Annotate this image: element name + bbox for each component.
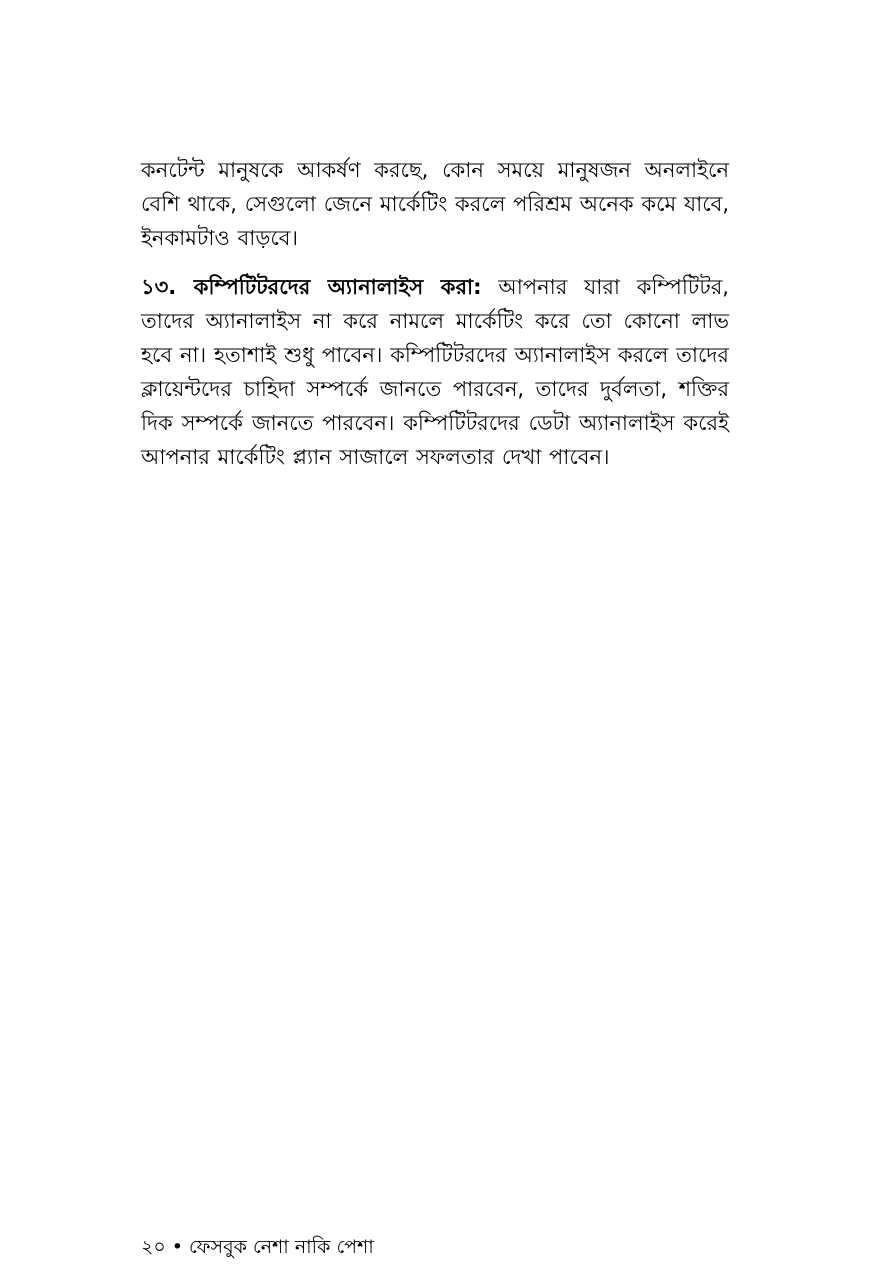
paragraph-1-text: কনটেন্ট মানুষকে আকর্ষণ করছে, কোন সময়ে মানুষজন অনলাইনে বেশি থাকে, সেগুলো জেনে মার্কেটিং করলে পরিশ্রম অনেক কমে যাবে, ইনকামটাও বাড়বে। <box>141 158 729 250</box>
section-heading: ১৩. কম্পিটিটরদের অ্যানালাইস করা: <box>141 275 482 299</box>
bullet-separator: • <box>171 1236 183 1258</box>
page-number: ২০ <box>141 1236 166 1258</box>
page-footer <box>141 1233 374 1261</box>
paragraph-2-text: আপনার যারা কম্পিটিটর, তাদের অ্যানালাইস না করে নামলে মার্কেটিং করে তো কোনো লাভ হবে না। হতাশাই শুধু পাবেন। কম্পিটিটরদের অ্যানালাইস করলে তাদের ক্লায়েন্টদের চাহিদা সম্পর্কে জানতে পারবেন, তাদের দুর্বলতা, শক্তির দিক সম্পর্কে জানতে পারবেন। কম্পিটিটরদের ডেটা অ্যানালাইস করেই আপনার মার্কেটিং প্ল্যান সাজালে সফলতার দেখা পাবেন। <box>141 275 729 469</box>
paragraph-continuation <box>141 153 729 255</box>
book-title: ফেসবুক নেশা নাকি পেশা <box>188 1236 374 1258</box>
paragraph-competitor-analysis <box>141 270 729 474</box>
